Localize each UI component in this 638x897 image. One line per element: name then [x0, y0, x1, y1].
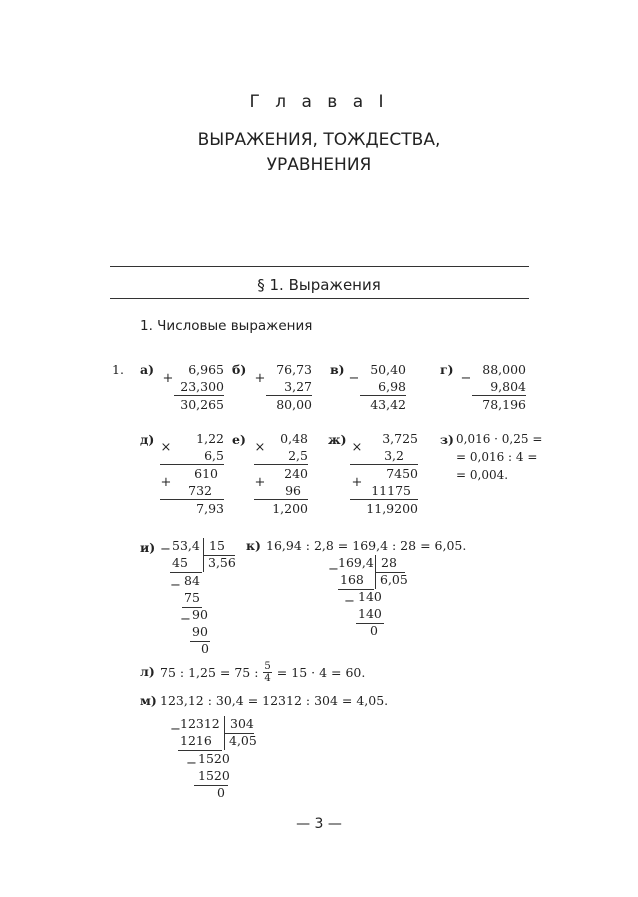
part-m-step4: 0 — [217, 785, 225, 800]
part-i-quotient: 3,56 — [208, 555, 236, 570]
part-b-bottom: 3,27 — [284, 379, 312, 394]
part-z-label: з) — [440, 432, 454, 447]
part-e-label: е) — [232, 432, 246, 447]
part-g-op: − — [460, 370, 472, 386]
part-i-step3: 75 — [184, 590, 200, 605]
part-v-result: 43,42 — [370, 397, 406, 412]
chapter-title — [0, 128, 638, 178]
part-m-label: м) — [140, 693, 157, 708]
part-k-minus: − — [328, 562, 339, 577]
part-k-expression: 16,94 : 2,8 = 169,4 : 28 = 6,05. — [266, 538, 467, 553]
part-zh-label: ж) — [328, 432, 347, 447]
part-m-step2: 1520 — [198, 751, 230, 766]
part-a-label: а) — [140, 362, 155, 377]
part-zh-result: 11,9200 — [366, 501, 418, 516]
part-d-mul: × — [160, 439, 172, 455]
part-v-calc — [348, 361, 406, 413]
part-m-step3: 1520 — [198, 768, 230, 783]
part-g-label: г) — [440, 362, 454, 377]
part-g-result: 78,196 — [482, 397, 526, 412]
part-m-minus: − — [170, 722, 181, 737]
part-zh-bottom: 3,2 — [384, 448, 404, 463]
part-l-label: л) — [140, 664, 155, 679]
part-l-expression — [160, 657, 365, 687]
part-i-step2: 84 — [184, 573, 200, 588]
part-zh-top: 3,725 — [382, 431, 418, 446]
part-k-step2: 140 — [358, 589, 382, 604]
part-b-label: б) — [232, 362, 247, 377]
part-v-label: в) — [330, 362, 345, 377]
part-k-step3: 140 — [358, 606, 382, 621]
part-l-frac-numerator: 5 — [264, 660, 271, 672]
part-v-top: 50,40 — [370, 362, 406, 377]
page-number: — 3 — — [296, 816, 342, 832]
part-b-op: + — [254, 370, 266, 386]
part-i-step6: 0 — [201, 641, 209, 656]
part-a-result: 30,265 — [180, 397, 224, 412]
part-d-partial1: 610 — [194, 466, 218, 481]
part-g-top: 88,000 — [482, 362, 526, 377]
chapter-title-line1: ВЫРАЖЕНИЯ, ТОЖДЕСТВА, — [197, 130, 441, 150]
part-m-minus2: − — [186, 756, 197, 771]
part-d-plus: + — [160, 474, 172, 490]
part-z-line2: = 0,016 : 4 = — [456, 450, 538, 464]
part-l-expr-start: 75 : 1,25 = 75 : — [160, 664, 259, 680]
chapter-label: Г л а в а I — [249, 92, 389, 112]
part-k-long-division — [328, 552, 428, 652]
part-d-calc — [160, 430, 224, 517]
part-e-partial2: 96 — [285, 483, 301, 498]
part-m-quotient: 4,05 — [229, 733, 257, 748]
part-m-expression: 123,12 : 30,4 = 12312 : 304 = 4,05. — [160, 693, 389, 708]
part-i-long-division — [160, 530, 240, 656]
part-e-partial1: 240 — [284, 466, 308, 481]
part-d-label: д) — [140, 432, 155, 447]
section-rule-bottom — [110, 298, 529, 299]
problem-number: 1. — [112, 362, 124, 377]
part-l-expr-end: = 15 · 4 = 60. — [276, 664, 366, 680]
part-v-op: − — [348, 370, 360, 386]
part-m-dividend: 12312 — [180, 716, 220, 731]
part-d-bottom: 6,5 — [204, 448, 224, 463]
part-zh-mul: × — [351, 439, 363, 455]
part-b-calc — [254, 361, 312, 413]
part-a-bottom: 23,300 — [180, 379, 224, 394]
part-l-frac-denominator: 4 — [264, 672, 271, 684]
part-a-calc — [162, 361, 224, 413]
part-i-minus3: − — [180, 612, 191, 627]
part-a-op: + — [162, 370, 174, 386]
part-e-top: 0,48 — [280, 431, 308, 446]
part-b-result: 80,00 — [276, 397, 312, 412]
part-i-divisor: 15 — [209, 538, 225, 553]
part-m-step1: 1216 — [180, 733, 212, 748]
part-l-fraction — [263, 661, 271, 684]
part-i-step5: 90 — [192, 624, 208, 639]
part-k-quotient: 6,05 — [380, 572, 408, 587]
part-zh-partial1: 7450 — [386, 466, 418, 481]
part-d-partial2: 732 — [188, 483, 212, 498]
subsection-title: 1. Числовые выражения — [140, 318, 313, 334]
part-z-line1: 0,016 · 0,25 = — [456, 432, 543, 446]
part-b-top: 76,73 — [276, 362, 312, 377]
part-d-top: 1,22 — [196, 431, 224, 446]
part-e-plus: + — [254, 474, 266, 490]
part-k-step1: 168 — [340, 572, 364, 587]
section-title: § 1. Выражения — [257, 276, 381, 294]
part-k-minus2: − — [344, 594, 355, 609]
part-k-divisor: 28 — [381, 555, 397, 570]
part-i-minus: − — [160, 542, 171, 557]
part-d-result: 7,93 — [196, 501, 224, 516]
part-i-step4: 90 — [192, 607, 208, 622]
part-k-label: к) — [246, 538, 261, 553]
part-e-calc — [254, 430, 308, 517]
part-k-step4: 0 — [370, 623, 378, 638]
chapter-title-line2: УРАВНЕНИЯ — [266, 155, 372, 175]
part-e-bottom: 2,5 — [288, 448, 308, 463]
part-zh-calc — [350, 430, 418, 517]
part-m-divisor: 304 — [230, 716, 254, 731]
part-g-bottom: 9,804 — [490, 379, 526, 394]
part-i-minus2: − — [170, 578, 181, 593]
part-g-calc — [460, 361, 526, 413]
part-e-result: 1,200 — [272, 501, 308, 516]
part-i-dividend: 53,4 — [172, 538, 200, 553]
part-a-top: 6,965 — [188, 362, 224, 377]
part-zh-plus: + — [351, 474, 363, 490]
part-e-mul: × — [254, 439, 266, 455]
section-rule-top — [110, 266, 529, 267]
part-zh-partial2: 11175 — [371, 483, 411, 498]
part-i-label: и) — [140, 540, 156, 555]
part-m-long-division — [170, 712, 270, 802]
part-v-bottom: 6,98 — [378, 379, 406, 394]
part-i-step1: 45 — [172, 555, 188, 570]
part-k-dividend: 169,4 — [338, 555, 374, 570]
part-z-line3: = 0,004. — [456, 468, 509, 482]
